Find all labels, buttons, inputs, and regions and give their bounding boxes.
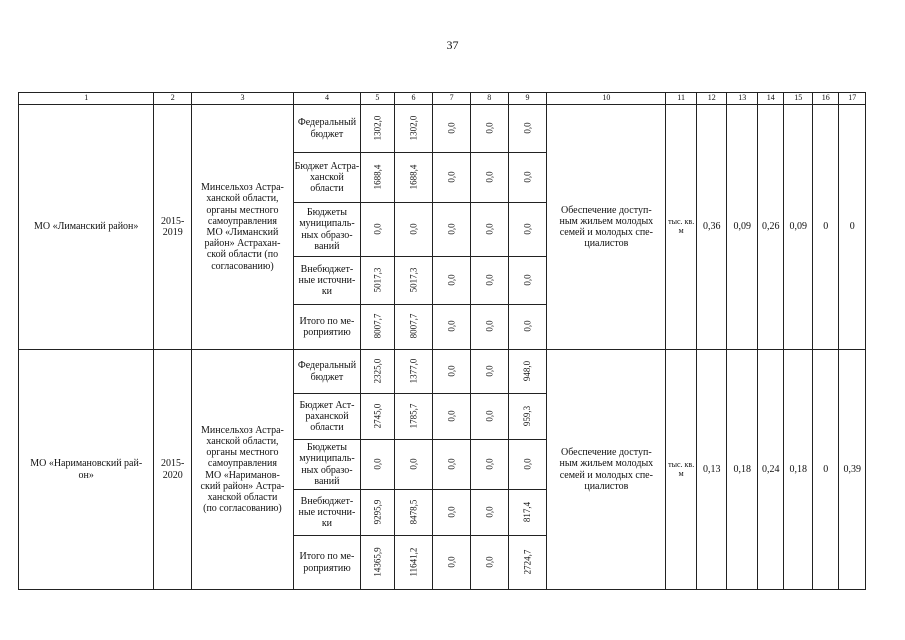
- amount-value: 0,0: [446, 365, 457, 377]
- header-cell-4: 4: [293, 93, 360, 105]
- amount-cell: [508, 257, 547, 305]
- amount-value: 0,0: [484, 365, 495, 377]
- amount-value: 0,0: [484, 122, 495, 134]
- header-cell-13: 13: [727, 93, 758, 105]
- executor-cell: Минсельхоз Астра- ханской области, органы местного самоуправления МО «Лиманский район» Астрахан- ской области (по согласованию): [192, 105, 294, 350]
- funding-source-cell: Итого по ме- роприятию: [293, 305, 360, 350]
- amount-cell: [433, 440, 471, 490]
- amount-cell: [361, 490, 395, 536]
- amount-value: 2745,0: [372, 403, 383, 429]
- amount-cell: [394, 440, 433, 490]
- amount-cell: [433, 305, 471, 350]
- amount-value: 1377,0: [408, 358, 419, 384]
- header-cell-8: 8: [470, 93, 508, 105]
- amount-cell: [394, 394, 433, 440]
- amount-cell: [470, 350, 508, 394]
- amount-cell: [361, 257, 395, 305]
- amount-value: 0,0: [446, 556, 457, 568]
- amount-value: 959,3: [522, 405, 533, 427]
- unit-cell: тыс. кв. м: [666, 105, 697, 350]
- amount-cell: [394, 350, 433, 394]
- amount-value: 11641,2: [408, 547, 419, 577]
- funding-source-cell: Бюджеты муниципаль- ных образо- ваний: [293, 440, 360, 490]
- amount-value: 0,0: [446, 122, 457, 134]
- header-cell-16: 16: [812, 93, 838, 105]
- amount-value: 0,0: [484, 223, 495, 235]
- funding-source-cell: Бюджет Аст- раханской области: [293, 394, 360, 440]
- amount-value: 14365,9: [372, 547, 383, 577]
- amount-value: 0,0: [446, 274, 457, 286]
- amount-cell: [470, 394, 508, 440]
- amount-cell: [433, 394, 471, 440]
- amount-cell: [508, 153, 547, 203]
- amount-value: 2325,0: [372, 358, 383, 384]
- amount-cell: [433, 536, 471, 590]
- indicator-cell: 0: [839, 105, 866, 350]
- amount-cell: [361, 350, 395, 394]
- amount-cell: [433, 153, 471, 203]
- indicator-cell: 0,18: [727, 350, 758, 590]
- amount-cell: [508, 536, 547, 590]
- funding-source-cell: Бюджеты муниципаль- ных образо- ваний: [293, 203, 360, 257]
- amount-value: 0,0: [484, 458, 495, 470]
- amount-cell: [433, 350, 471, 394]
- header-cell-17: 17: [839, 93, 866, 105]
- amount-cell: [361, 305, 395, 350]
- header-cell-5: 5: [361, 93, 395, 105]
- indicator-cell: 0,24: [757, 350, 783, 590]
- indicator-cell: 0,26: [757, 105, 783, 350]
- table-row: [19, 350, 866, 394]
- amount-value: 0,0: [372, 223, 383, 235]
- period-cell: 2015- 2020: [154, 350, 192, 590]
- amount-cell: [361, 105, 395, 153]
- amount-cell: [361, 153, 395, 203]
- amount-cell: [394, 305, 433, 350]
- expected-result-cell: Обеспечение доступ- ным жильем молодых семей и молодых спе- циалистов: [547, 350, 666, 590]
- amount-cell: [508, 305, 547, 350]
- amount-value: 0,0: [372, 458, 383, 470]
- unit-cell: тыс. кв. м: [666, 350, 697, 590]
- amount-value: 8007,7: [408, 314, 419, 339]
- amount-cell: [470, 305, 508, 350]
- amount-value: 0,0: [484, 556, 495, 568]
- amount-value: 1785,7: [408, 403, 419, 429]
- amount-cell: [470, 203, 508, 257]
- amount-cell: [508, 440, 547, 490]
- header-row: [19, 93, 866, 105]
- amount-cell: [433, 203, 471, 257]
- amount-cell: [361, 440, 395, 490]
- indicator-cell: 0,09: [727, 105, 758, 350]
- amount-value: 0,0: [522, 320, 533, 333]
- amount-value: 8007,7: [372, 314, 383, 339]
- amount-value: 0,0: [522, 458, 533, 470]
- amount-value: 0,0: [446, 171, 457, 183]
- amount-value: 9295,9: [372, 499, 383, 525]
- amount-value: 1688,4: [372, 164, 383, 190]
- amount-value: 5017,3: [372, 267, 383, 293]
- amount-cell: [470, 536, 508, 590]
- amount-value: 1302,0: [372, 115, 383, 141]
- amount-cell: [470, 490, 508, 536]
- amount-cell: [508, 203, 547, 257]
- indicator-cell: 0,18: [784, 350, 813, 590]
- amount-value: 1688,4: [408, 164, 419, 190]
- amount-value: 0,0: [484, 410, 495, 422]
- amount-cell: [470, 153, 508, 203]
- header-cell-2: 2: [154, 93, 192, 105]
- amount-cell: [470, 105, 508, 153]
- funding-source-cell: Итого по ме- роприятию: [293, 536, 360, 590]
- amount-cell: [394, 153, 433, 203]
- header-cell-7: 7: [433, 93, 471, 105]
- header-cell-11: 11: [666, 93, 697, 105]
- amount-cell: [361, 203, 395, 257]
- amount-value: 0,0: [522, 122, 533, 134]
- header-cell-6: 6: [394, 93, 433, 105]
- amount-value: 0,0: [522, 223, 533, 235]
- amount-cell: [394, 536, 433, 590]
- amount-cell: [508, 394, 547, 440]
- amount-value: 817,4: [522, 501, 533, 523]
- amount-value: 0,0: [484, 320, 495, 333]
- amount-value: 0,0: [446, 458, 457, 470]
- municipality-cell: МО «Наримановский рай- он»: [19, 350, 154, 590]
- header-cell-14: 14: [757, 93, 783, 105]
- amount-value: 8478,5: [408, 499, 419, 525]
- header-cell-3: 3: [192, 93, 294, 105]
- amount-cell: [361, 394, 395, 440]
- executor-cell: Минсельхоз Астра- ханской области, органы местного самоуправления МО «Нариманов- ский район» Астра- ханской области (по согласованию): [192, 350, 294, 590]
- amount-value: 0,0: [446, 223, 457, 235]
- amount-cell: [433, 490, 471, 536]
- amount-cell: [470, 440, 508, 490]
- table-row: [19, 105, 866, 153]
- program-table: [18, 92, 866, 590]
- amount-cell: [394, 203, 433, 257]
- amount-value: 0,0: [446, 506, 457, 518]
- amount-cell: [394, 257, 433, 305]
- amount-value: 2724,7: [522, 549, 533, 575]
- header-cell-9: 9: [508, 93, 547, 105]
- amount-cell: [361, 536, 395, 590]
- municipality-cell: МО «Лиманский район»: [19, 105, 154, 350]
- amount-value: 0,0: [484, 171, 495, 183]
- amount-value: 0,0: [484, 274, 495, 286]
- page-number: 37: [446, 38, 459, 52]
- amount-value: 0,0: [522, 171, 533, 183]
- amount-cell: [394, 105, 433, 153]
- amount-cell: [433, 257, 471, 305]
- funding-source-cell: Внебюджет- ные источни- ки: [293, 490, 360, 536]
- amount-value: 1302,0: [408, 115, 419, 141]
- header-cell-12: 12: [696, 93, 727, 105]
- amount-cell: [470, 257, 508, 305]
- header-cell-10: 10: [547, 93, 666, 105]
- indicator-cell: 0,09: [784, 105, 813, 350]
- indicator-cell: 0: [812, 350, 838, 590]
- amount-cell: [394, 490, 433, 536]
- expected-result-cell: Обеспечение доступ- ным жильем молодых семей и молодых спе- циалистов: [547, 105, 666, 350]
- amount-value: 0,0: [522, 274, 533, 286]
- amount-cell: [508, 350, 547, 394]
- amount-cell: [508, 490, 547, 536]
- indicator-cell: 0,13: [696, 350, 727, 590]
- funding-source-cell: Федеральный бюджет: [293, 350, 360, 394]
- indicator-cell: 0: [812, 105, 838, 350]
- funding-source-cell: Бюджет Астра- ханской области: [293, 153, 360, 203]
- amount-value: 5017,3: [408, 267, 419, 293]
- period-cell: 2015- 2019: [154, 105, 192, 350]
- header-cell-15: 15: [784, 93, 813, 105]
- amount-value: 0,0: [408, 458, 419, 470]
- indicator-cell: 0,39: [839, 350, 866, 590]
- amount-cell: [508, 105, 547, 153]
- funding-source-cell: Внебюджет- ные источни- ки: [293, 257, 360, 305]
- amount-cell: [433, 105, 471, 153]
- amount-value: 948,0: [522, 360, 533, 382]
- amount-value: 0,0: [446, 410, 457, 422]
- indicator-cell: 0,36: [696, 105, 727, 350]
- header-cell-1: 1: [19, 93, 154, 105]
- amount-value: 0,0: [408, 223, 419, 235]
- funding-source-cell: Федеральный бюджет: [293, 105, 360, 153]
- amount-value: 0,0: [446, 320, 457, 333]
- amount-value: 0,0: [484, 506, 495, 518]
